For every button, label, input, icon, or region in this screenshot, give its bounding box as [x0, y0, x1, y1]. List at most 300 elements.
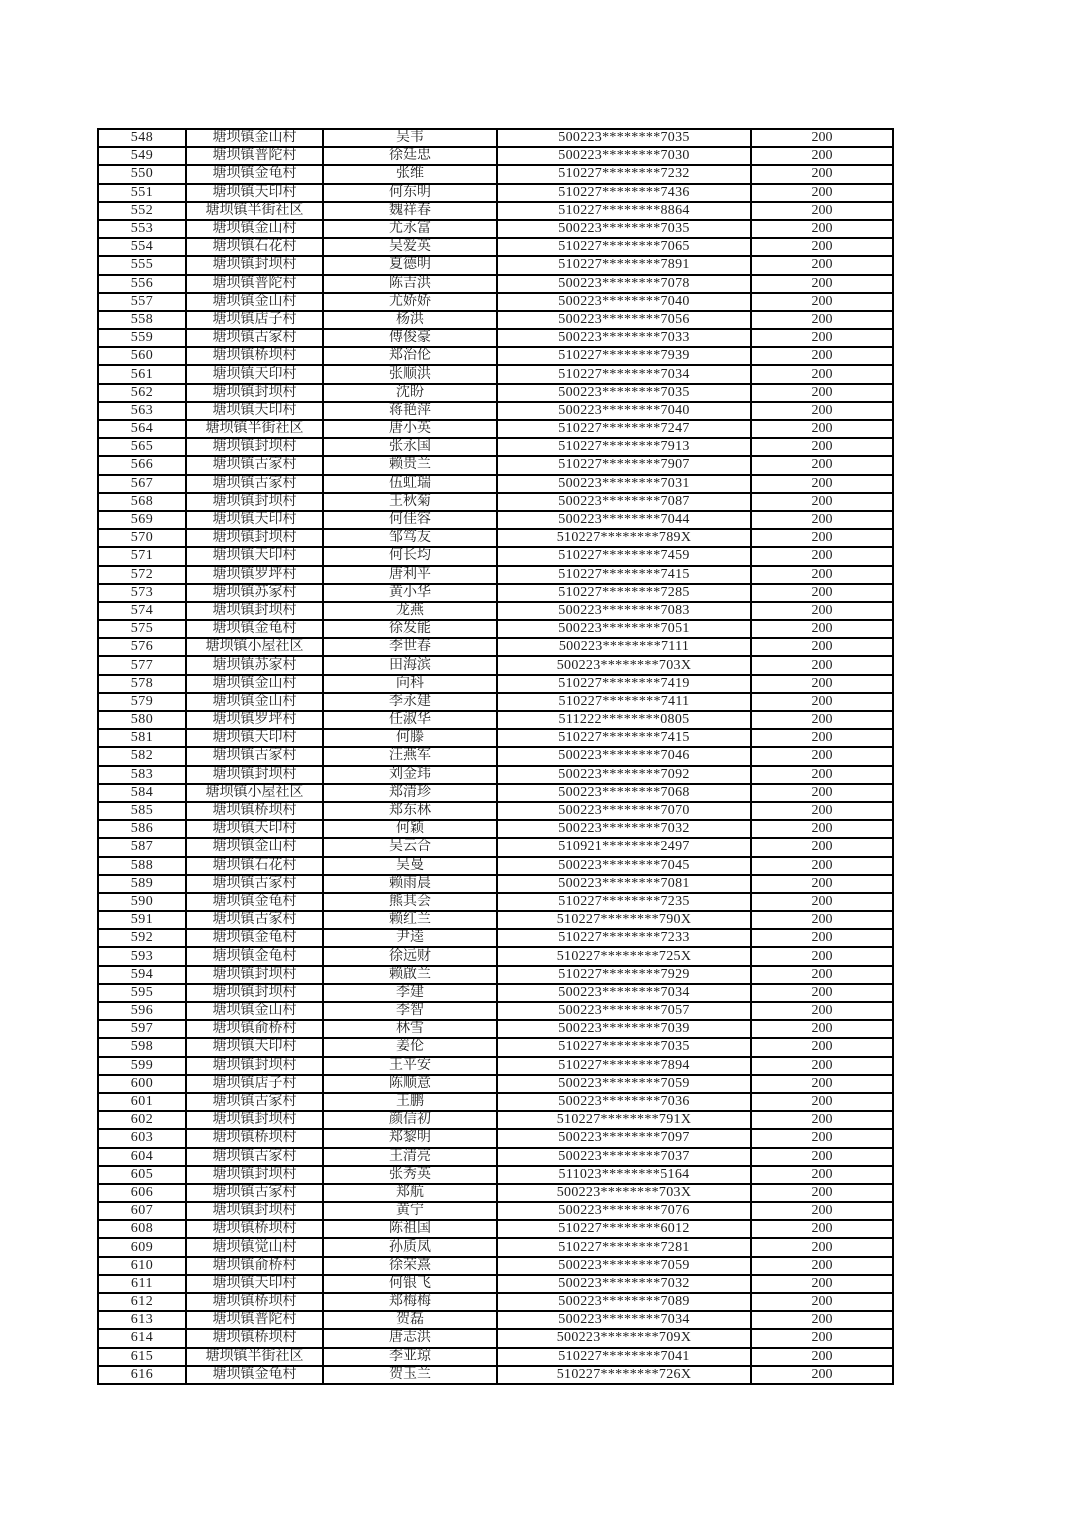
cell-id: 500223********703X [497, 1184, 751, 1202]
cell-village: 塘坝镇石花村 [186, 238, 323, 256]
cell-id: 510227********7411 [497, 693, 751, 711]
table-row [98, 602, 893, 620]
cell-name: 夏德明 [323, 256, 497, 274]
cell-amount: 200 [751, 620, 893, 638]
cell-village: 塘坝镇桥坝村 [186, 802, 323, 820]
roster-table-body [98, 129, 893, 1384]
cell-amount: 200 [751, 911, 893, 929]
cell-id: 500223********7046 [497, 747, 751, 765]
cell-seq: 616 [98, 1366, 186, 1384]
cell-village: 塘坝镇封坝村 [186, 984, 323, 1002]
table-row [98, 820, 893, 838]
cell-village: 塘坝镇桥坝村 [186, 1220, 323, 1238]
cell-name: 郑清珍 [323, 784, 497, 802]
cell-seq: 614 [98, 1329, 186, 1347]
cell-amount: 200 [751, 365, 893, 383]
table-row [98, 1257, 893, 1275]
cell-id: 510227********7459 [497, 547, 751, 565]
cell-amount: 200 [751, 238, 893, 256]
cell-id: 510227********7891 [497, 256, 751, 274]
cell-name: 龙燕 [323, 602, 497, 620]
cell-amount: 200 [751, 456, 893, 474]
cell-name: 贺玉兰 [323, 1366, 497, 1384]
cell-village: 塘坝镇天印村 [186, 1275, 323, 1293]
table-row [98, 456, 893, 474]
cell-amount: 200 [751, 147, 893, 165]
cell-amount: 200 [751, 893, 893, 911]
cell-amount: 200 [751, 1184, 893, 1202]
cell-village: 塘坝镇金山村 [186, 1002, 323, 1020]
cell-name: 陈顺意 [323, 1075, 497, 1093]
cell-amount: 200 [751, 220, 893, 238]
cell-village: 塘坝镇金龟村 [186, 165, 323, 183]
cell-village: 塘坝镇古家村 [186, 1184, 323, 1202]
cell-id: 510227********726X [497, 1366, 751, 1384]
cell-amount: 200 [751, 1166, 893, 1184]
table-row [98, 438, 893, 456]
cell-name: 贺磊 [323, 1311, 497, 1329]
cell-id: 511222********0805 [497, 711, 751, 729]
cell-seq: 562 [98, 384, 186, 402]
table-row [98, 1148, 893, 1166]
cell-amount: 200 [751, 1275, 893, 1293]
cell-seq: 564 [98, 420, 186, 438]
table-row [98, 165, 893, 183]
cell-amount: 200 [751, 875, 893, 893]
cell-seq: 593 [98, 947, 186, 965]
table-row [98, 1275, 893, 1293]
cell-village: 塘坝镇罗坪村 [186, 566, 323, 584]
table-row [98, 929, 893, 947]
cell-village: 塘坝镇天印村 [186, 547, 323, 565]
cell-village: 塘坝镇金山村 [186, 693, 323, 711]
cell-name: 徐廷忠 [323, 147, 497, 165]
table-row [98, 766, 893, 784]
cell-village: 塘坝镇普陀村 [186, 147, 323, 165]
cell-id: 500223********7034 [497, 984, 751, 1002]
cell-village: 塘坝镇店子村 [186, 311, 323, 329]
cell-id: 510227********7034 [497, 365, 751, 383]
cell-name: 陈祖国 [323, 1220, 497, 1238]
cell-id: 500223********7036 [497, 1093, 751, 1111]
cell-amount: 200 [751, 747, 893, 765]
table-row [98, 547, 893, 565]
cell-id: 510227********7065 [497, 238, 751, 256]
cell-name: 汪燕军 [323, 747, 497, 765]
cell-seq: 560 [98, 347, 186, 365]
cell-amount: 200 [751, 402, 893, 420]
cell-id: 510227********7929 [497, 966, 751, 984]
cell-id: 510227********7232 [497, 165, 751, 183]
cell-village: 塘坝镇封坝村 [186, 384, 323, 402]
cell-amount: 200 [751, 784, 893, 802]
cell-village: 塘坝镇桥坝村 [186, 1329, 323, 1347]
cell-village: 塘坝镇小屋社区 [186, 784, 323, 802]
cell-name: 李世春 [323, 638, 497, 656]
cell-village: 塘坝镇金山村 [186, 675, 323, 693]
cell-name: 郑梅梅 [323, 1293, 497, 1311]
cell-amount: 200 [751, 838, 893, 856]
cell-amount: 200 [751, 1111, 893, 1129]
cell-amount: 200 [751, 384, 893, 402]
cell-seq: 588 [98, 857, 186, 875]
cell-seq: 574 [98, 602, 186, 620]
cell-id: 500223********7035 [497, 129, 751, 147]
cell-id: 510227********7436 [497, 184, 751, 202]
cell-id: 510227********725X [497, 947, 751, 965]
cell-name: 吴曼 [323, 857, 497, 875]
table-row [98, 256, 893, 274]
cell-seq: 587 [98, 838, 186, 856]
cell-id: 510227********7913 [497, 438, 751, 456]
cell-seq: 578 [98, 675, 186, 693]
cell-seq: 608 [98, 1220, 186, 1238]
cell-id: 510227********791X [497, 1111, 751, 1129]
cell-village: 塘坝镇天印村 [186, 402, 323, 420]
cell-id: 510227********7035 [497, 1038, 751, 1056]
table-row [98, 711, 893, 729]
cell-name: 郑东林 [323, 802, 497, 820]
cell-amount: 200 [751, 1220, 893, 1238]
cell-seq: 606 [98, 1184, 186, 1202]
cell-name: 徐荣熹 [323, 1257, 497, 1275]
table-row [98, 1111, 893, 1129]
table-row [98, 184, 893, 202]
cell-id: 510227********7907 [497, 456, 751, 474]
table-row [98, 838, 893, 856]
cell-village: 塘坝镇封坝村 [186, 493, 323, 511]
cell-village: 塘坝镇金龟村 [186, 947, 323, 965]
cell-village: 塘坝镇小屋社区 [186, 638, 323, 656]
cell-amount: 200 [751, 1057, 893, 1075]
cell-seq: 590 [98, 893, 186, 911]
cell-village: 塘坝镇古家村 [186, 1148, 323, 1166]
table-row [98, 693, 893, 711]
cell-village: 塘坝镇封坝村 [186, 766, 323, 784]
table-row [98, 1366, 893, 1384]
table-row [98, 620, 893, 638]
cell-seq: 607 [98, 1202, 186, 1220]
cell-name: 姜伦 [323, 1038, 497, 1056]
cell-id: 510227********7281 [497, 1238, 751, 1256]
cell-seq: 585 [98, 802, 186, 820]
cell-amount: 200 [751, 966, 893, 984]
cell-seq: 592 [98, 929, 186, 947]
table-row [98, 1238, 893, 1256]
cell-amount: 200 [751, 1148, 893, 1166]
table-row [98, 1075, 893, 1093]
cell-id: 500223********7059 [497, 1257, 751, 1275]
table-row [98, 1002, 893, 1020]
table-row [98, 656, 893, 674]
cell-village: 塘坝镇天印村 [186, 184, 323, 202]
cell-name: 张顺洪 [323, 365, 497, 383]
cell-amount: 200 [751, 857, 893, 875]
cell-village: 塘坝镇封坝村 [186, 1166, 323, 1184]
cell-seq: 558 [98, 311, 186, 329]
cell-village: 塘坝镇金龟村 [186, 893, 323, 911]
cell-village: 塘坝镇封坝村 [186, 438, 323, 456]
cell-amount: 200 [751, 1202, 893, 1220]
cell-village: 塘坝镇古家村 [186, 456, 323, 474]
cell-name: 张永国 [323, 438, 497, 456]
cell-id: 500223********7039 [497, 1020, 751, 1038]
cell-amount: 200 [751, 1002, 893, 1020]
table-row [98, 311, 893, 329]
cell-name: 颜信初 [323, 1111, 497, 1129]
cell-name: 赖贵兰 [323, 456, 497, 474]
cell-amount: 200 [751, 475, 893, 493]
table-row [98, 675, 893, 693]
cell-id: 510227********7894 [497, 1057, 751, 1075]
cell-name: 赖红兰 [323, 911, 497, 929]
cell-village: 塘坝镇天印村 [186, 820, 323, 838]
cell-id: 500223********709X [497, 1329, 751, 1347]
cell-name: 林雪 [323, 1020, 497, 1038]
cell-name: 张维 [323, 165, 497, 183]
cell-amount: 200 [751, 184, 893, 202]
table-row [98, 802, 893, 820]
cell-id: 500223********7037 [497, 1148, 751, 1166]
cell-id: 500223********7087 [497, 493, 751, 511]
cell-seq: 581 [98, 729, 186, 747]
table-row [98, 1093, 893, 1111]
cell-seq: 548 [98, 129, 186, 147]
cell-amount: 200 [751, 547, 893, 565]
table-row [98, 511, 893, 529]
cell-village: 塘坝镇封坝村 [186, 1111, 323, 1129]
cell-amount: 200 [751, 802, 893, 820]
cell-village: 塘坝镇金龟村 [186, 929, 323, 947]
cell-village: 塘坝镇俞桥村 [186, 1257, 323, 1275]
cell-id: 500223********7035 [497, 384, 751, 402]
cell-seq: 571 [98, 547, 186, 565]
cell-id: 500223********7032 [497, 1275, 751, 1293]
cell-amount: 200 [751, 1038, 893, 1056]
table-row [98, 784, 893, 802]
cell-village: 塘坝镇天印村 [186, 365, 323, 383]
cell-seq: 601 [98, 1093, 186, 1111]
cell-id: 510227********7233 [497, 929, 751, 947]
cell-village: 塘坝镇桥坝村 [186, 1293, 323, 1311]
cell-name: 邹笃友 [323, 529, 497, 547]
cell-name: 徐发能 [323, 620, 497, 638]
table-row [98, 1057, 893, 1075]
cell-seq: 575 [98, 620, 186, 638]
cell-name: 王平安 [323, 1057, 497, 1075]
cell-name: 任淑华 [323, 711, 497, 729]
table-row [98, 947, 893, 965]
cell-name: 何长均 [323, 547, 497, 565]
cell-id: 500223********7044 [497, 511, 751, 529]
cell-amount: 200 [751, 129, 893, 147]
cell-name: 陈吉洪 [323, 275, 497, 293]
cell-id: 500223********7057 [497, 1002, 751, 1020]
cell-id: 500223********7070 [497, 802, 751, 820]
cell-village: 塘坝镇店子村 [186, 1075, 323, 1093]
cell-village: 塘坝镇古家村 [186, 911, 323, 929]
table-row [98, 1129, 893, 1147]
cell-amount: 200 [751, 693, 893, 711]
cell-amount: 200 [751, 420, 893, 438]
table-row [98, 1293, 893, 1311]
cell-seq: 567 [98, 475, 186, 493]
cell-village: 塘坝镇半街社区 [186, 202, 323, 220]
table-row [98, 729, 893, 747]
table-row [98, 365, 893, 383]
table-row [98, 202, 893, 220]
cell-id: 510227********7235 [497, 893, 751, 911]
cell-id: 510921********2497 [497, 838, 751, 856]
cell-amount: 200 [751, 493, 893, 511]
cell-seq: 602 [98, 1111, 186, 1129]
cell-village: 塘坝镇封坝村 [186, 602, 323, 620]
table-row [98, 966, 893, 984]
cell-name: 郑黎明 [323, 1129, 497, 1147]
table-row [98, 129, 893, 147]
cell-name: 向科 [323, 675, 497, 693]
cell-seq: 577 [98, 656, 186, 674]
cell-name: 田海滨 [323, 656, 497, 674]
cell-name: 王清亮 [323, 1148, 497, 1166]
cell-seq: 559 [98, 329, 186, 347]
table-row [98, 493, 893, 511]
cell-id: 510227********7285 [497, 584, 751, 602]
cell-id: 510227********7415 [497, 566, 751, 584]
cell-name: 赖啟兰 [323, 966, 497, 984]
table-row [98, 893, 893, 911]
table-row [98, 1166, 893, 1184]
cell-name: 王秋菊 [323, 493, 497, 511]
cell-amount: 200 [751, 1366, 893, 1384]
cell-name: 伍虹瑞 [323, 475, 497, 493]
cell-village: 塘坝镇古家村 [186, 747, 323, 765]
cell-amount: 200 [751, 1348, 893, 1366]
cell-name: 吴爱英 [323, 238, 497, 256]
cell-name: 张秀英 [323, 1166, 497, 1184]
cell-seq: 569 [98, 511, 186, 529]
cell-seq: 594 [98, 966, 186, 984]
cell-village: 塘坝镇觉山村 [186, 1238, 323, 1256]
table-row [98, 1311, 893, 1329]
cell-seq: 572 [98, 566, 186, 584]
cell-seq: 568 [98, 493, 186, 511]
cell-village: 塘坝镇封坝村 [186, 256, 323, 274]
cell-village: 塘坝镇俞桥村 [186, 1020, 323, 1038]
cell-seq: 603 [98, 1129, 186, 1147]
cell-id: 500223********7031 [497, 475, 751, 493]
table-row [98, 875, 893, 893]
cell-amount: 200 [751, 1093, 893, 1111]
cell-amount: 200 [751, 438, 893, 456]
cell-name: 李建 [323, 984, 497, 1002]
cell-village: 塘坝镇天印村 [186, 511, 323, 529]
table-row [98, 475, 893, 493]
cell-seq: 561 [98, 365, 186, 383]
cell-name: 尤娇娇 [323, 293, 497, 311]
cell-id: 510227********7415 [497, 729, 751, 747]
cell-seq: 549 [98, 147, 186, 165]
cell-name: 唐志洪 [323, 1329, 497, 1347]
cell-id: 500223********7040 [497, 402, 751, 420]
cell-seq: 598 [98, 1038, 186, 1056]
cell-id: 500223********7092 [497, 766, 751, 784]
cell-amount: 200 [751, 275, 893, 293]
cell-amount: 200 [751, 293, 893, 311]
cell-name: 何东明 [323, 184, 497, 202]
cell-name: 郑航 [323, 1184, 497, 1202]
table-row [98, 584, 893, 602]
cell-name: 李永建 [323, 693, 497, 711]
cell-village: 塘坝镇金山村 [186, 293, 323, 311]
cell-seq: 566 [98, 456, 186, 474]
cell-id: 500223********7089 [497, 1293, 751, 1311]
table-row [98, 566, 893, 584]
cell-name: 吴韦 [323, 129, 497, 147]
cell-village: 塘坝镇古家村 [186, 475, 323, 493]
cell-seq: 557 [98, 293, 186, 311]
cell-id: 510227********789X [497, 529, 751, 547]
table-row [98, 1202, 893, 1220]
cell-village: 塘坝镇苏家村 [186, 656, 323, 674]
cell-seq: 605 [98, 1166, 186, 1184]
cell-name: 王鹏 [323, 1093, 497, 1111]
cell-seq: 552 [98, 202, 186, 220]
cell-seq: 565 [98, 438, 186, 456]
cell-seq: 556 [98, 275, 186, 293]
cell-id: 500223********7078 [497, 275, 751, 293]
cell-seq: 615 [98, 1348, 186, 1366]
cell-village: 塘坝镇古家村 [186, 1093, 323, 1111]
cell-village: 塘坝镇封坝村 [186, 966, 323, 984]
table-row [98, 402, 893, 420]
cell-name: 魏祥春 [323, 202, 497, 220]
table-row [98, 529, 893, 547]
cell-amount: 200 [751, 311, 893, 329]
cell-amount: 200 [751, 1129, 893, 1147]
cell-id: 511023********5164 [497, 1166, 751, 1184]
cell-id: 500223********7033 [497, 329, 751, 347]
cell-seq: 613 [98, 1311, 186, 1329]
cell-amount: 200 [751, 1020, 893, 1038]
cell-seq: 611 [98, 1275, 186, 1293]
cell-seq: 609 [98, 1238, 186, 1256]
cell-amount: 200 [751, 947, 893, 965]
cell-village: 塘坝镇金山村 [186, 220, 323, 238]
cell-amount: 200 [751, 1329, 893, 1347]
cell-amount: 200 [751, 656, 893, 674]
table-row [98, 329, 893, 347]
cell-amount: 200 [751, 1257, 893, 1275]
table-row [98, 275, 893, 293]
cell-name: 唐利平 [323, 566, 497, 584]
cell-village: 塘坝镇封坝村 [186, 1202, 323, 1220]
cell-name: 蒋艳萍 [323, 402, 497, 420]
cell-seq: 579 [98, 693, 186, 711]
cell-village: 塘坝镇半街社区 [186, 420, 323, 438]
cell-amount: 200 [751, 584, 893, 602]
cell-seq: 612 [98, 1293, 186, 1311]
table-row [98, 638, 893, 656]
cell-id: 510227********7419 [497, 675, 751, 693]
cell-id: 500223********7035 [497, 220, 751, 238]
cell-id: 500223********7081 [497, 875, 751, 893]
cell-name: 刘金玮 [323, 766, 497, 784]
table-row [98, 420, 893, 438]
cell-amount: 200 [751, 729, 893, 747]
cell-seq: 551 [98, 184, 186, 202]
cell-amount: 200 [751, 256, 893, 274]
